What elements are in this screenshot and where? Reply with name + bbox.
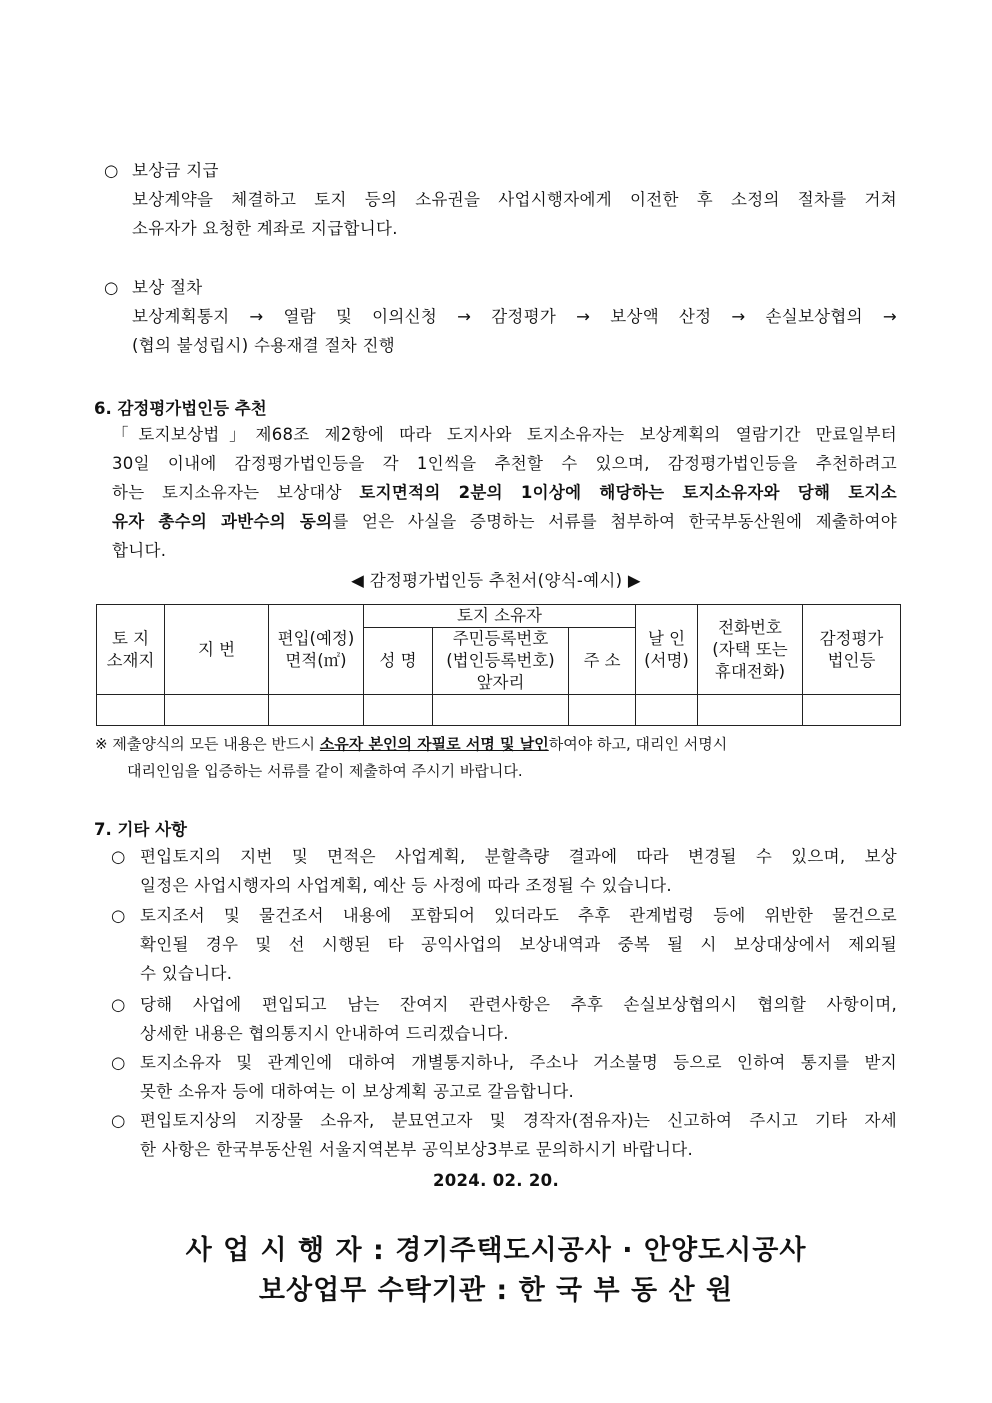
circle-bullet-icon: ○ <box>111 1053 126 1072</box>
notice-item-5-line-2: 한 사항은 한국부동산원 서울지역본부 공익보상3부로 문의하시기 바랍니다. <box>140 1140 694 1159</box>
footer-operator: 사 업 시 행 자 : 경기주택도시공사 · 안양도시공사 <box>185 1235 807 1266</box>
header-area: 편입(예정) 면적(㎡) <box>269 605 364 695</box>
notice-item-1-line-1: 편입토지의 지번 및 면적은 사업계획, 분할측량 결과에 따라 변경될 수 있으며, 보상 <box>140 847 897 866</box>
circle-bullet-icon: ○ <box>111 847 126 866</box>
notice-item-2-line-3: 수 있습니다. <box>140 964 233 983</box>
payment-title: 보상금 지급 <box>132 161 219 180</box>
header-appraiser: 감정평가 법인등 <box>803 605 901 695</box>
section6-line-4-emphasis: 유자 총수의 과반수의 동의 <box>112 512 333 531</box>
form-note-line-1 <box>95 730 727 758</box>
header-lot-number: 지 번 <box>165 605 269 695</box>
section6-line-3-text: 하는 토지소유자는 보상대상 <box>112 483 360 502</box>
note-emphasis: 소유자 본인의 자필로 서명 및 날인 <box>319 735 549 753</box>
procedure-line-2: (협의 불성립시) 수용재결 절차 진행 <box>132 336 395 355</box>
procedure-line-1: 보상계획통지 → 열람 및 이의신청 → 감정평가 → 보상액 산정 → 손실보상협의 → <box>132 307 897 326</box>
section6-heading: 6. 감정평가법인등 추천 <box>94 399 267 418</box>
circle-bullet-icon: ○ <box>111 995 126 1014</box>
section6-line-1: 「토지보상법」제68조 제2항에 따라 도지사와 토지소유자는 보상계획의 열람기간 만료일부터 <box>112 425 897 444</box>
cell-seal[interactable] <box>636 695 698 726</box>
cell-address[interactable] <box>569 695 636 726</box>
note-suffix: 하여야 하고, 대리인 서명시 <box>548 735 728 753</box>
cell-land-location[interactable] <box>97 695 165 726</box>
section7-heading: 7. 기타 사항 <box>94 820 187 839</box>
circle-bullet-icon: ○ <box>104 278 119 297</box>
notice-item-2-line-2: 확인될 경우 및 선 시행된 타 공익사업의 보상내역과 중복 될 시 보상대상에서 제외될 <box>140 935 897 954</box>
cell-area[interactable] <box>269 695 364 726</box>
header-owner-group: 토지 소유자 <box>364 605 636 628</box>
section6-line-2: 30일 이내에 감정평가법인등을 각 1인씩을 추천할 수 있으며, 감정평가법인등을 추천하려고 <box>112 454 897 473</box>
notice-item-5-line-1: 편입토지상의 지장물 소유자, 분묘연고자 및 경작자(점유자)는 신고하여 주시고 기타 자세 <box>140 1111 897 1130</box>
payment-line-1: 보상계약을 체결하고 토지 등의 소유권을 사업시행자에게 이전한 후 소정의 절차를 거쳐 <box>132 190 897 209</box>
note-prefix: ※ 제출양식의 모든 내용은 반드시 <box>95 735 320 753</box>
section6-line-5: 합니다. <box>112 541 167 560</box>
notice-date: 2024. 02. 20. <box>432 1171 560 1190</box>
notice-item-1-line-2: 일정은 사업시행자의 사업계획, 예산 등 사정에 따라 조정될 수 있습니다. <box>140 876 672 895</box>
cell-name[interactable] <box>364 695 433 726</box>
header-resident-number: 주민등록번호 (법인등록번호) 앞자리 <box>433 628 569 695</box>
cell-resident-number[interactable] <box>433 695 569 726</box>
section6-line-3 <box>112 478 897 507</box>
header-name: 성 명 <box>364 628 433 695</box>
header-address: 주 소 <box>569 628 636 695</box>
header-seal: 날 인 (서명) <box>636 605 698 695</box>
payment-line-2: 소유자가 요청한 계좌로 지급합니다. <box>132 219 398 238</box>
notice-item-2-line-1: 토지조서 및 물건조서 내용에 포함되어 있더라도 추후 관계법령 등에 위반한 물건으로 <box>140 906 897 925</box>
footer-agency: 보상업무 수탁기관 : 한 국 부 동 산 원 <box>258 1275 734 1306</box>
header-phone: 전화번호 (자택 또는 휴대전화) <box>698 605 803 695</box>
form-note-line-2: 대리인임을 입증하는 서류를 같이 제출하여 주시기 바랍니다. <box>127 762 523 780</box>
circle-bullet-icon: ○ <box>111 906 126 925</box>
recommendation-form-table <box>96 604 901 726</box>
procedure-title: 보상 절차 <box>132 278 203 297</box>
notice-item-3-line-2: 상세한 내용은 협의통지시 안내하여 드리겠습니다. <box>140 1024 509 1043</box>
cell-lot-number[interactable] <box>165 695 269 726</box>
cell-phone[interactable] <box>698 695 803 726</box>
circle-bullet-icon: ○ <box>104 161 119 180</box>
cell-appraiser[interactable] <box>803 695 901 726</box>
notice-item-3-line-1: 당해 사업에 편입되고 남는 잔여지 관련사항은 추후 손실보상협의시 협의할 사항이며, <box>140 995 897 1014</box>
section6-line-4 <box>112 507 897 536</box>
notice-item-4-line-1: 토지소유자 및 관계인에 대하여 개별통지하나, 주소나 거소불명 등으로 인하여 통지를 받지 <box>140 1053 897 1072</box>
section6-line-3-emphasis: 토지면적의 2분의 1이상에 해당하는 토지소유자와 당해 토지소 <box>359 483 897 502</box>
header-land-location: 토 지 소재지 <box>97 605 165 695</box>
form-blank-row <box>97 695 901 726</box>
notice-item-4-line-2: 못한 소유자 등에 대하여는 이 보상계획 공고로 갈음합니다. <box>140 1082 575 1101</box>
circle-bullet-icon: ○ <box>111 1111 126 1130</box>
form-title: ◀ 감정평가법인등 추천서(양식-예시) ▶ <box>351 571 641 590</box>
section6-line-4-text: 를 얻은 사실을 증명하는 서류를 첨부하여 한국부동산원에 제출하여야 <box>332 512 897 531</box>
